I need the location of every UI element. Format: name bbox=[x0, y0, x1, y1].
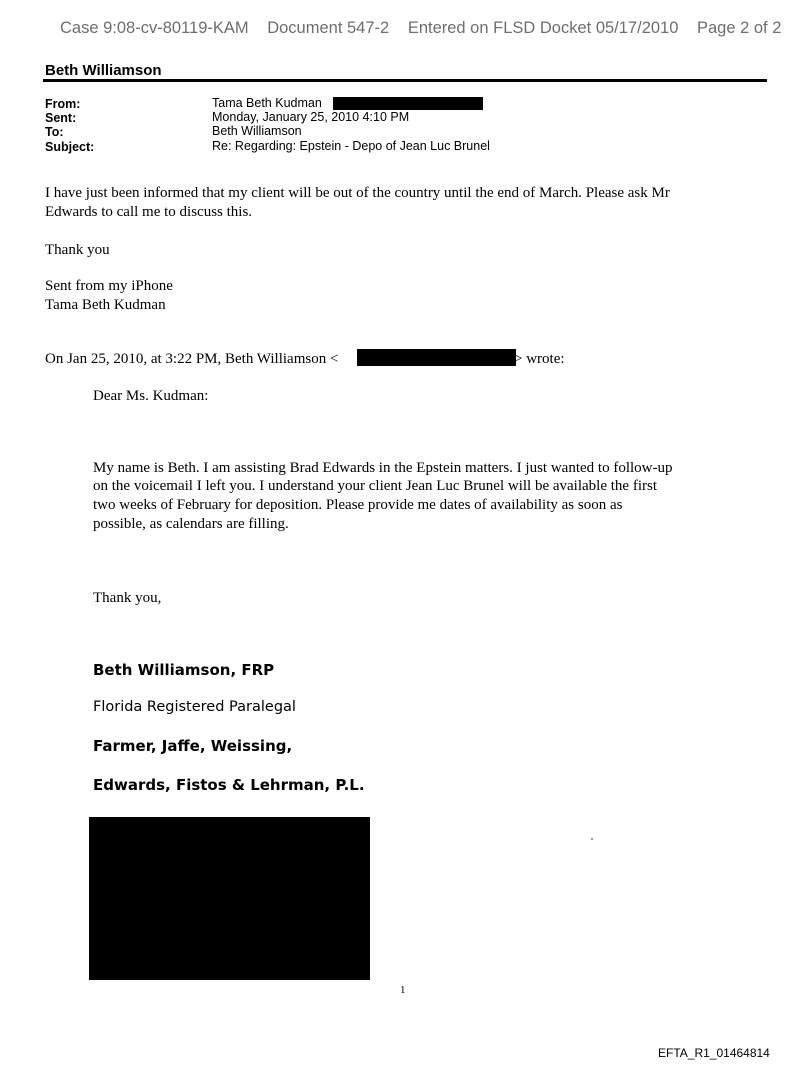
header-rule bbox=[43, 79, 767, 82]
quoted-intro-prefix: On Jan 25, 2010, at 3:22 PM, Beth Williamson < bbox=[45, 351, 339, 367]
document-owner-name: Beth Williamson bbox=[45, 62, 162, 79]
redaction-address-block bbox=[89, 817, 370, 980]
sent-label: Sent: bbox=[45, 111, 77, 125]
page-indicator: Page 2 of 2 bbox=[697, 19, 782, 37]
signature-title: Florida Registered Paralegal bbox=[93, 699, 296, 715]
reply-line-1: I have just been informed that my client will be out of the country until the end of March. Please ask Mr bbox=[45, 185, 670, 201]
to-label: To: bbox=[45, 125, 64, 139]
case-number: Case 9:08-cv-80119-KAM bbox=[60, 19, 249, 37]
page-number: 1 bbox=[400, 984, 406, 996]
document-number: Document 547-2 bbox=[267, 19, 390, 37]
quoted-closing: Thank you, bbox=[93, 590, 162, 606]
reply-thanks: Thank you bbox=[45, 242, 110, 258]
redaction-from-email bbox=[333, 97, 483, 110]
subject-label: Subject: bbox=[45, 140, 95, 154]
sent-value: Monday, January 25, 2010 4:10 PM bbox=[212, 110, 410, 124]
docket-entry: Entered on FLSD Docket 05/17/2010 bbox=[407, 19, 679, 37]
quoted-greeting: Dear Ms. Kudman: bbox=[93, 388, 209, 404]
reply-signer: Tama Beth Kudman bbox=[45, 297, 166, 313]
subject-value: Re: Regarding: Epstein - Depo of Jean Luc Brunel bbox=[212, 139, 490, 153]
signature-name: Beth Williamson, FRP bbox=[93, 661, 275, 679]
signature-firm-line-1: Farmer, Jaffe, Weissing, bbox=[93, 737, 293, 755]
quoted-para-line-3: two weeks of February for deposition. Please provide me dates of availability as soon as bbox=[93, 497, 623, 513]
reply-sent-from: Sent from my iPhone bbox=[45, 278, 173, 294]
quoted-para-line-2: on the voicemail I left you. I understand your client Jean Luc Brunel will be available the first bbox=[93, 478, 657, 494]
from-label: From: bbox=[45, 97, 81, 111]
quoted-para-line-1: My name is Beth. I am assisting Brad Edwards in the Epstein matters. I just wanted to follow-up bbox=[93, 460, 673, 476]
footer-document-id: EFTA_R1_01464814 bbox=[658, 1046, 770, 1060]
to-value: Beth Williamson bbox=[212, 124, 302, 138]
scan-speck bbox=[591, 838, 593, 840]
reply-line-2: Edwards to call me to discuss this. bbox=[45, 204, 253, 220]
quoted-para-line-4: possible, as calendars are filling. bbox=[93, 516, 289, 532]
case-header bbox=[60, 19, 795, 38]
quoted-intro-suffix: > wrote: bbox=[514, 351, 565, 367]
from-value: Tama Beth Kudman bbox=[212, 96, 322, 110]
signature-firm-line-2: Edwards, Fistos & Lehrman, P.L. bbox=[93, 776, 365, 794]
redaction-sender-email bbox=[357, 349, 516, 366]
